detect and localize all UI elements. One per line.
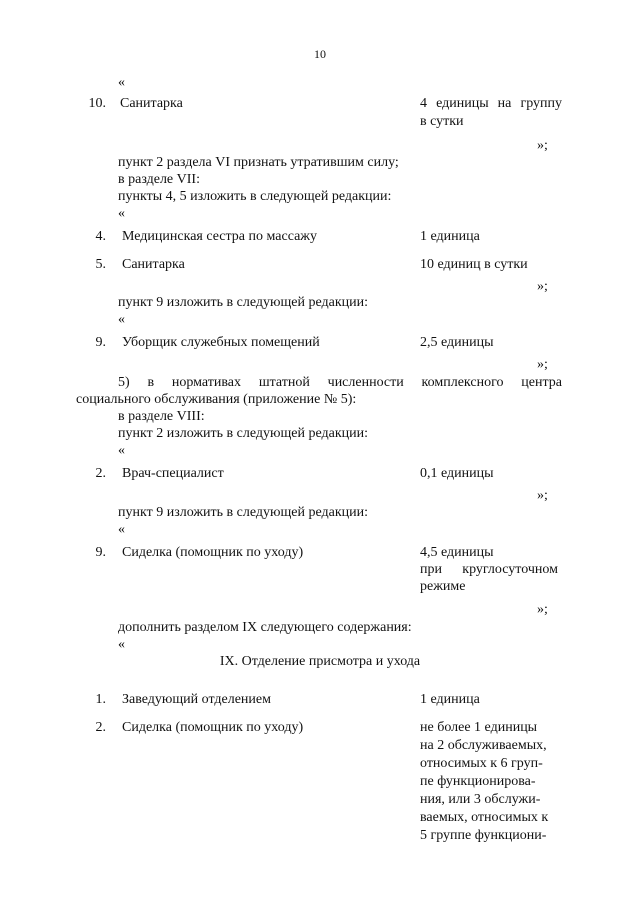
instruction-line: пункт 9 изложить в следующей редакции: <box>118 505 368 520</box>
paragraph-line: 5) в нормативах штатной численности комплексного центра <box>118 375 562 390</box>
row-value: 2,5 единицы <box>420 335 494 350</box>
row-number: 2. <box>95 720 106 735</box>
instruction-line: пункт 2 изложить в следующей редакции: <box>118 426 368 441</box>
row-value: не более 1 единицы <box>420 720 538 735</box>
open-quote: « <box>118 206 125 221</box>
row-name: Врач-специалист <box>122 466 224 481</box>
row-name: Уборщик служебных помещений <box>122 335 320 350</box>
instruction-line: дополнить разделом IX следующего содержания: <box>118 620 412 635</box>
row-number: 2. <box>95 466 106 481</box>
row-value: на 2 обслуживаемых, <box>420 738 547 753</box>
close-quote: »; <box>537 488 548 503</box>
row-value: относимых к 6 груп- <box>420 756 543 771</box>
row-number: 9. <box>95 335 106 350</box>
row-number: 1. <box>95 692 106 707</box>
open-quote: « <box>118 312 125 327</box>
open-quote: « <box>118 637 125 652</box>
row-value: пе функционирова- <box>420 774 536 789</box>
row-name: Заведующий отделением <box>122 692 271 707</box>
row-name: Сиделка (помощник по уходу) <box>122 720 304 735</box>
row-value: 4 единицы на группу <box>420 96 562 111</box>
row-value: 1 единица <box>420 692 480 707</box>
instruction-line: в разделе VII: <box>118 172 200 187</box>
page-number: 10 <box>314 47 326 61</box>
row-value: режиме <box>420 579 466 594</box>
row-name: Санитарка <box>122 257 185 272</box>
row-name: Медицинская сестра по массажу <box>122 229 317 244</box>
close-quote: »; <box>537 279 548 294</box>
row-name: Санитарка <box>120 96 183 111</box>
row-value: 0,1 единицы <box>420 466 494 481</box>
instruction-line: пункт 9 изложить в следующей редакции: <box>118 295 368 310</box>
row-value: 5 группе функциони- <box>420 828 547 843</box>
close-quote: »; <box>537 138 548 153</box>
row-value: 1 единица <box>420 229 480 244</box>
row-value: в сутки <box>420 114 464 129</box>
instruction-line: пункт 2 раздела VI признать утратившим силу; <box>118 155 399 170</box>
row-number: 4. <box>95 229 106 244</box>
section-title: IX. Отделение присмотра и ухода <box>219 654 421 669</box>
row-number: 9. <box>95 545 106 560</box>
row-name: Сиделка (помощник по уходу) <box>122 545 304 560</box>
row-value: 4,5 единицы <box>420 545 494 560</box>
row-number: 5. <box>95 257 106 272</box>
open-quote: « <box>118 75 125 90</box>
row-number: 10. <box>88 96 106 111</box>
close-quote: »; <box>537 357 548 372</box>
row-value: при круглосуточном <box>420 562 558 577</box>
row-value: ния, или 3 обслужи- <box>420 792 541 807</box>
instruction-line: в разделе VIII: <box>118 409 205 424</box>
close-quote: »; <box>537 602 548 617</box>
open-quote: « <box>118 443 125 458</box>
paragraph-line: социального обслуживания (приложение № 5): <box>76 392 357 407</box>
row-value: 10 единиц в сутки <box>420 257 528 272</box>
row-value: ваемых, относимых к <box>420 810 549 825</box>
open-quote: « <box>118 522 125 537</box>
instruction-line: пункты 4, 5 изложить в следующей редакции: <box>118 189 392 204</box>
